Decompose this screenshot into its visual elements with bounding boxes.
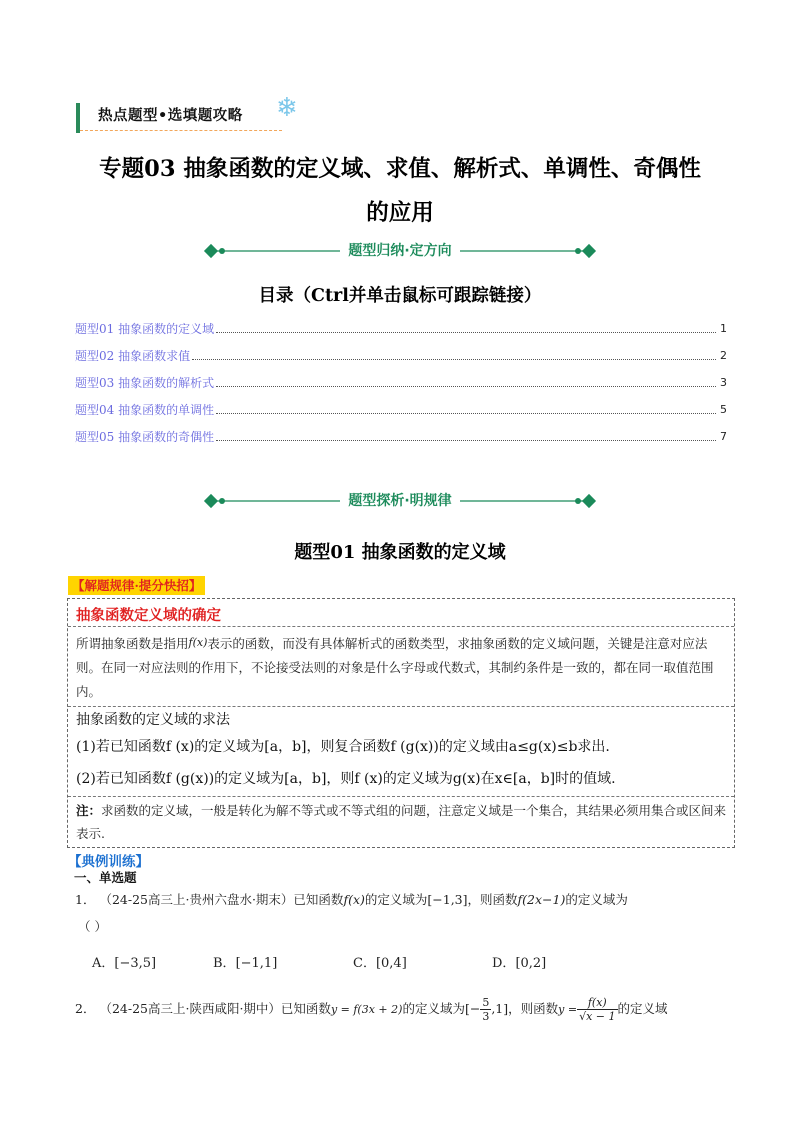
toc-page-number: 3 xyxy=(720,376,727,389)
toc-page-number: 7 xyxy=(720,430,727,443)
question-2 xyxy=(75,996,755,1023)
divider xyxy=(68,626,734,627)
toc-link[interactable]: 题型03 抽象函数的解析式 xyxy=(75,376,215,390)
numerator: 5 xyxy=(482,996,490,1009)
text: 所谓抽象函数是指用 xyxy=(76,636,189,651)
text: 的定义域为 xyxy=(364,892,428,907)
option-label: C． xyxy=(353,956,376,971)
toc-item[interactable] xyxy=(75,315,727,342)
toc-leader xyxy=(216,439,716,441)
fraction xyxy=(577,996,617,1023)
toc-link[interactable]: 题型05 抽象函数的奇偶性 xyxy=(75,430,215,444)
banner-label: 题型探析·明规律 xyxy=(340,493,459,509)
snowflake-icon: ❄ xyxy=(276,93,298,123)
denominator: √x − 1 xyxy=(579,1010,616,1023)
formula: f(2x−1) xyxy=(517,892,566,907)
question-1 xyxy=(75,888,735,912)
toc-link[interactable]: 题型04 抽象函数的单调性 xyxy=(75,403,215,417)
question-type: 一、单选题 xyxy=(74,870,137,885)
toc-item[interactable] xyxy=(75,396,727,423)
toc-leader xyxy=(216,331,716,333)
page-title-line1: 专题03 抽象函数的定义域、求值、解析式、单调性、奇偶性 xyxy=(99,156,701,182)
rules-heading: 抽象函数定义域的确定 xyxy=(76,607,221,624)
rules-subheading: 抽象函数的定义域的求法 xyxy=(76,712,230,728)
question-number: 2． xyxy=(75,1001,96,1016)
section-title: 题型01 抽象函数的定义域 xyxy=(294,542,506,563)
toc-leader xyxy=(192,358,716,360)
option-value: [−1,1] xyxy=(235,956,278,971)
rules-item-2: (2)若已知函数f (g(x))的定义域为[a，b]，则f (x)的定义域为g(x)在x∈[a，b]时的值域. xyxy=(76,771,616,787)
answer-paren: （ ） xyxy=(78,919,107,934)
section-banner-analysis xyxy=(200,491,600,511)
text: 的定义域为 xyxy=(402,1001,465,1016)
page-title-line2: 的应用 xyxy=(366,200,434,226)
toc-leader xyxy=(216,385,716,387)
header-underline xyxy=(80,130,282,131)
option-label: D． xyxy=(492,956,516,971)
banner-label: 题型归纳·定方向 xyxy=(340,243,459,259)
question-number: 1． xyxy=(75,892,96,907)
toc-item[interactable] xyxy=(75,342,727,369)
numerator: f(x) xyxy=(577,996,617,1010)
text: 的定义域 xyxy=(617,1001,668,1016)
text: 已知函数 xyxy=(293,892,344,907)
formula: [−1,3] xyxy=(427,892,468,907)
divider xyxy=(68,706,734,707)
note-text: 求函数的定义域，一般是转化为解不等式或不等式组的问题，注意定义域是一个集合，其结果必须用集合或区间来表示. xyxy=(76,803,727,841)
toc-page-number: 5 xyxy=(720,403,727,416)
section-banner-summary xyxy=(200,241,600,261)
rules-item-1: (1)若已知函数f (x)的定义域为[a，b]，则复合函数f (g(x))的定义域由a≤g(x)≤b求出. xyxy=(76,739,610,755)
option-d[interactable] xyxy=(492,952,546,971)
formula: f(x) xyxy=(188,636,208,649)
header-accent-bar xyxy=(76,103,80,133)
toc-title: 目录（Ctrl并单击鼠标可跟踪链接） xyxy=(258,286,542,306)
fraction xyxy=(480,996,491,1023)
toc-item[interactable] xyxy=(75,369,727,396)
rules-note xyxy=(76,799,728,845)
note-label: 注： xyxy=(76,803,102,818)
option-value: [0,2] xyxy=(515,956,547,971)
option-value: [−3,5] xyxy=(114,956,157,971)
toc-item[interactable] xyxy=(75,423,727,450)
formula: y = xyxy=(558,1003,578,1016)
option-c[interactable] xyxy=(353,952,407,971)
rules-box xyxy=(67,598,735,848)
question-source: （24-25高三上·贵州六盘水·期末） xyxy=(99,892,294,907)
text: ，则函数 xyxy=(467,892,518,907)
example-tag: 【典例训练】 xyxy=(68,854,149,870)
text: ，则函数 xyxy=(508,1001,559,1016)
toc-leader xyxy=(216,412,716,414)
toc-page-number: 1 xyxy=(720,322,727,335)
rules-tag: 【解题规律·提分快招】 xyxy=(68,576,205,595)
option-label: B． xyxy=(213,956,236,971)
option-a[interactable] xyxy=(92,952,156,971)
toc-link[interactable]: 题型01 抽象函数的定义域 xyxy=(75,322,215,336)
toc-page-number: 2 xyxy=(720,349,727,362)
text: 表示的函数，而没有具体解析式的函数类型，求抽象函数的定义域问题，关键是注意对应法则。在同一对应法则的作用下，不论接受法则的对象是什么字母或代数式，其制约条件是一致的，都在同一取值范围内。 xyxy=(76,636,714,699)
formula: f(x) xyxy=(343,892,365,907)
denominator: 3 xyxy=(482,1010,490,1023)
question-source: （24-25高三上·陕西咸阳·期中） xyxy=(99,1001,281,1016)
formula: y = f(3x + 2) xyxy=(330,1003,403,1016)
option-label: A． xyxy=(92,956,115,971)
rules-paragraph xyxy=(76,631,728,704)
divider xyxy=(68,796,734,797)
text: 已知函数 xyxy=(280,1001,331,1016)
text: 的定义域为 xyxy=(565,892,628,907)
option-value: [0,4] xyxy=(375,956,407,971)
header-tag: 热点题型•选填题攻略 xyxy=(98,108,243,124)
formula: ,1] xyxy=(491,1001,509,1016)
formula: [− xyxy=(464,1001,481,1016)
table-of-contents xyxy=(75,315,727,450)
option-b[interactable] xyxy=(213,952,277,971)
toc-link[interactable]: 题型02 抽象函数求值 xyxy=(75,349,191,363)
